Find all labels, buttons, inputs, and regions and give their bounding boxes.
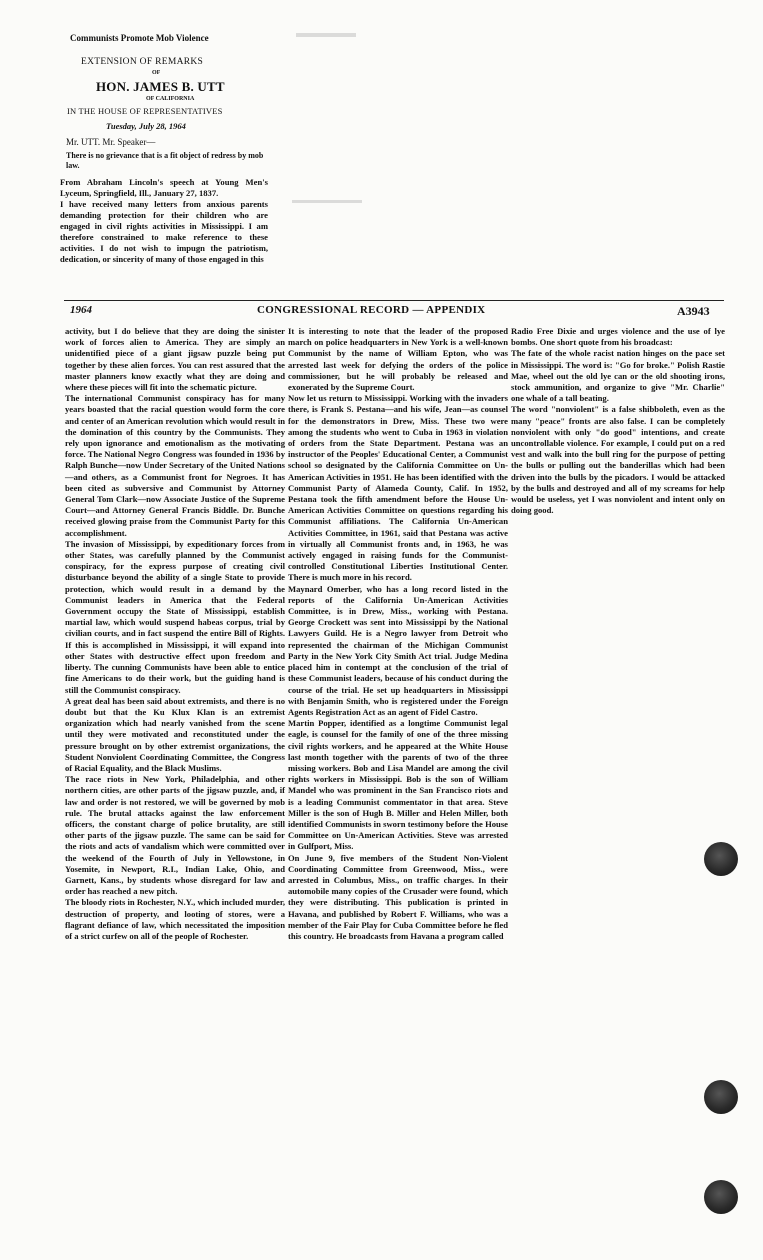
intro-paragraph: From Abraham Lincoln's speech at Young Men's Lyceum, Springfield, Ill., January 27, 1837. I have received many letters from anxious parents demanding protection for their children who are engaged in civil rights activities in Mississippi. I am therefore constrained to make reference to these activities. I do not wish to impugn the patriotism, dedication, or sincerity of many of those engaged in this bbox=[60, 177, 268, 264]
scan-smudge bbox=[296, 33, 356, 37]
lincoln-quote: There is no grievance that is a fit object of redress by mob law. bbox=[66, 151, 264, 170]
column-2-text: It is interesting to note that the leader of the proposed march on police headquarters in New York is a well-known Communist by the name of William Epton, who was arrested last week for defying the orders of the police commissioner, but he will probably be released and exonerated by the Supreme Court. Now let us return to Mississippi. Working with the invaders there, is Frank S. Pestana—and his wife, Jean—as counsel for the demonstrators in Drew, Miss. These two were among the students who went to Cuba in 1963 in violation of orders from the State Department. Pestana was an instructor of the Peoples' Educational Center, a Communist school so designated by the California Committee on Un-American Activities in 1951. He has been identified with the Communist Party of Alameda County, Calif. In 1952, Pestana took the fifth amendment before the House Un-American Activities Committee on questions regarding his Communist affiliations. The California Un-American Activities Committee, in 1961, said that Pestana was active in virtually all Communist fronts and, in 1963, he was actively engaged in raising funds for the Communist-controlled Constitutional Liberties Institutional Center. There is much more in his record. Maynard Omerber, who has a long record listed in the reports of the California Un-American Activities Committee, is in Drew, Miss., working with Pestana. George Crockett was sent into Mississippi by the National Lawyers Guild. He is a Negro lawyer from Detroit who represented the chairman of the Michigan Communist Party in the New York City Smith Act trial. Judge Medina placed him in contempt at the conclusion of the trial of these Communist leaders, because of his conduct during the course of the trial. He set up headquarters in Mississippi with Benjamin Smith, who is registered under the Foreign Agents Registration Act as an agent of Fidel Castro. Martin Popper, identified as a longtime Communist legal eagle, is counsel for the family of one of the three missing civil rights workers, and he appeared at the White House last month together with the parents of two of the three missing workers. Bob and Lisa Mandel are among the civil rights workers in Mississippi. Bob is the son of William Mandel who was prominent in the San Francisco riots and is a leading Communist commentator in that area. Steve Miller is the son of Hugh B. Miller and Helen Miller, both identified Communists in sworn testimony before the House Committee on Un-American Activities. Steve was arrested in Gulfport, Miss. On June 9, five members of the Student Non-Violent Coordinating Committee from Greenwood, Miss., were arrested in Columbus, Miss., on traffic charges. In their automobile many copies of the Crusader were found, which they were distributing. This publication is printed in Havana, and published by Robert F. Williams, who was a member of the Fair Play for Cuba Committee before he fled this country. He broadcasts from Havana a program called bbox=[288, 326, 508, 941]
state-label: OF CALIFORNIA bbox=[146, 96, 195, 102]
punch-hole-top bbox=[704, 842, 738, 876]
running-head-year: 1964 bbox=[70, 304, 92, 316]
speaker-salutation: Mr. UTT. Mr. Speaker— bbox=[66, 137, 156, 147]
extension-heading: EXTENSION OF REMARKS bbox=[81, 57, 204, 67]
running-head-title: CONGRESSIONAL RECORD — APPENDIX bbox=[257, 304, 486, 316]
header-rule bbox=[64, 300, 724, 301]
article-title: Communists Promote Mob Violence bbox=[70, 33, 209, 43]
punch-hole-bottom bbox=[704, 1180, 738, 1214]
column-1-text: activity, but I do believe that they are doing the sinister work of forces alien to America. They are simply an unidentified piece of a giant jigsaw puzzle being put together by these alien forces. You can rest assured that the master planners know exactly what they are doing and where these pieces will fit into the schematic picture. The international Communist conspiracy has for many years boasted that the racial question would form the core and center of an American revolution which would result in the domination of this country by the Communists. They rely upon ignorance and emotionalism as the motivating force. The National Negro Congress was founded in 1936 by Ralph Bunche—now Under Secretary of the United Nations—and others, as a Communist front for Negroes. It has been cited as subversive and Communist by Attorney General Tom Clark—now Associate Justice of the Supreme Court—and Attorney General Francis Biddle. Dr. Bunche received glowing praise from the Communist Party for this accomplishment. The invasion of Mississippi, by expeditionary forces from other States, was carefully planned by the Communist conspiracy, for the express purpose of creating civil disturbance beyond the ability of a single State to provide protection, which would result in a demand by the Communist leaders in America that the Federal Government occupy the State of Mississippi, establish martial law, which would suspend habeas corpus, trial by civilian courts, and in fact suspend the entire Bill of Rights. If this is accomplished in Mississippi, it will expand into other States with destructive effect upon freedom and liberty. The cunning Communists have been able to entice fine Americans to do their work, but the guiding hand is still the Communist conspiracy. A great deal has been said about extremists, and there is no doubt but that the Ku Klux Klan is an extremist organization which had nearly vanished from the scene until they were motivated and reconstituted under the pressure brought on by other extremist organizations, the Student Nonviolent Coordinating Committee, the Congress of Racial Equality, and the Black Muslims. The race riots in New York, Philadelphia, and other northern cities, are other parts of the jigsaw puzzle, and, if law and order is not restored, we will be governed by mob rule. The brutal attacks against the law enforcement officers, the constant charge of police brutality, are still other parts of the jigsaw puzzle. The same can be said for the riots and acts of vandalism which were committed over the weekend of the Fourth of July in Yellowstone, in Yosemite, in Newport, R.I., Indian Lake, Ohio, and Garnett, Kans., by students whose disregard for law and order has reached a new pitch. The bloody riots in Rochester, N.Y., which included murder, destruction of property, and looting of stores, were a flagrant defiance of law, which necessitated the imposition of a strict curfew on all of the people of Rochester. bbox=[65, 326, 285, 941]
of-label: OF bbox=[152, 70, 161, 76]
scan-smudge bbox=[292, 200, 362, 203]
speaker-name: HON. JAMES B. UTT bbox=[96, 79, 225, 94]
column-3-text: Radio Free Dixie and urges violence and the use of lye bombs. One short quote from his broadcast: The fate of the whole racist nation hinges on the pace set in Mississippi. The word is: "Go for broke." Polish Rastie Mae, wheel out the old lye can or the old shooting irons, stock ammunition, and organize to give "Mr. Charlie" one whale of a tall beating. The word "nonviolent" is a false shibboleth, even as the many "peace" fronts are also false. I can be completely nonviolent with only "do good" intentions, and create uncontrollable violence. For example, I could put on a red vest and walk into the bull ring for the purpose of petting the bulls or pulling out the banderillas which had been driven into the bulls by the picadors. I would be attacked by the bulls and destroyed and all of my screams for help would be useless, yet I was nonviolent and intent only on doing good. bbox=[511, 326, 725, 516]
page-number: A3943 bbox=[677, 304, 710, 318]
house-label: IN THE HOUSE OF REPRESENTATIVES bbox=[67, 106, 223, 116]
punch-hole-middle bbox=[704, 1080, 738, 1114]
session-date: Tuesday, July 28, 1964 bbox=[106, 121, 186, 131]
